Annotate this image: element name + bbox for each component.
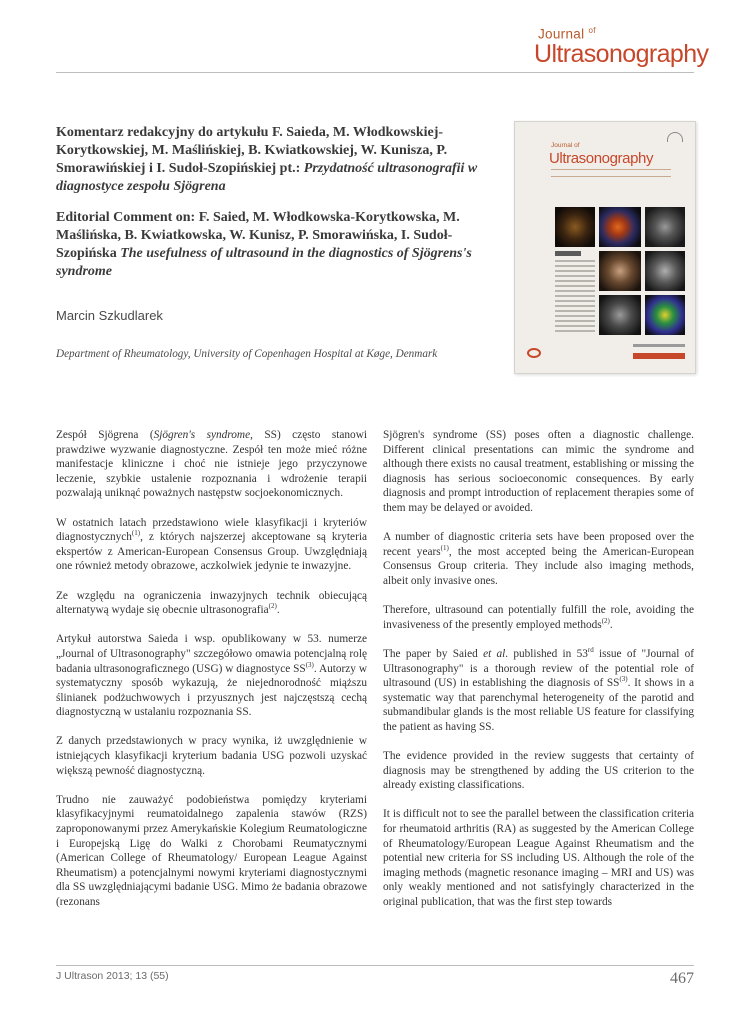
text-run: W ostatnich latach przedstawiono wiele klasyfikacji i kryteriów diagnostycznych [56, 516, 367, 544]
paragraph [56, 632, 367, 720]
title-polish [56, 124, 496, 196]
text-run: . published in 53 [505, 647, 588, 660]
text-run: issue of "Journal of Ultrasonography" is a thorough review of the potential role of ultrasound (US) in establishing the diagnosis of SS [383, 647, 695, 690]
text-run: . It shows in a systematic way that parenchymal heterogeneity of the parotid and submandibular glands is the most reliable US feature for classifying the patient as having SS. [383, 677, 694, 733]
text-run: Therefore, ultrasound can potentially fulfill the role, avoiding the invasiveness of the presently employed methods [383, 604, 694, 631]
journal-logo [534, 24, 709, 68]
cover-logo-main: Ultrasonography [549, 150, 654, 167]
paragraph [383, 647, 694, 735]
text-run: The paper by Saied [383, 647, 484, 660]
paragraph: Z danych przedstawionych w pracy wynika, iż uwzględnienie w istniejących klasyfikacji kryterium badania USG pozwoli uzyskać większą pewność diagnostyczną. [56, 735, 367, 777]
text-run: , the most accepted being the American-European Consensus Group criteria. They include also imaging methods, albeit only invasive ones. [383, 545, 694, 587]
logo-of-word: of [588, 26, 596, 35]
body-column-polish [56, 428, 367, 924]
citation-ref: (3) [619, 675, 628, 684]
citation-ref: (1) [440, 543, 449, 552]
ordinal-suffix: rd [587, 646, 594, 655]
paragraph [56, 428, 367, 501]
cover-ultrasound-image-3 [645, 207, 685, 247]
citation-ref: (1) [131, 529, 141, 538]
text-run: . [609, 618, 613, 631]
title-polish-italic: Przydatność ultrasonografii w diagnostyce zespołu Sjögrena [56, 161, 478, 194]
cover-subtitle-band [551, 169, 671, 177]
page-number: 467 [670, 970, 694, 987]
journal-logo-main: Ultrasonography [534, 39, 709, 68]
paragraph: The evidence provided in the review suggests that certainty of diagnosis may be strengthened by adding the US criterion to the already existing classifications. [383, 750, 694, 792]
cover-ultrasound-wave-icon [527, 348, 541, 358]
text-run: Zespół Sjögrena ( [56, 429, 154, 441]
text-run: , z których najszerzej akceptowane są kryteria ekspertów z American-European Consensus Group. Uwzględniają one również metody obrazowe, aczkolwiek jedynie te inwazyjne. [56, 531, 367, 573]
text-run: . Autorzy w systematyczny sposób wykazują, że niejednorodność miąższu ślinianek podżuchwowych i przyusznych jest najczęstszą cechą diagnostyczną w ustalaniu rozpoznania SS. [56, 662, 367, 719]
text-run: . [276, 604, 280, 617]
cover-ultrasound-image-5 [645, 251, 685, 291]
title-english [56, 209, 496, 281]
paragraph [56, 516, 367, 574]
text-run: , SS) często stanowi prawdziwe wyzwanie diagnostyczne. Zespół ten może mieć różne manifestacje kliniczne i choć nie istnieje jego przyczynowe leczenie, szybkie ustalenie rozpoznania i wdrożenie terapii pozwalają uniknąć poważnych następstw socjoekonomicznych. [56, 429, 367, 500]
paragraph [383, 603, 694, 632]
cover-url-line [633, 344, 685, 347]
paragraph: Trudno nie zauważyć podobieństwa pomiędzy kryteriami klasyfikacyjnymi reumatoidalnego zapalenia stawów (RZS) zaproponowanymi przez Amerykańskie Kolegium Reumatologiczne i Europejską Ligę do Walki z Chorobami Reumatycznymi (American College of Rheumatology/ European League Against Rheumatism) a potencjalnymi nowymi kryteriami diagnostycznymi dla SS uwzględniającymi badanie USG. Mimo że badania obrazowe (rezonans [56, 793, 367, 908]
author-name: Marcin Szkudlarek [56, 308, 163, 323]
citation-ref: (2) [601, 616, 610, 625]
journal-cover-image [514, 121, 696, 374]
header-rule [56, 72, 694, 73]
paragraph: Sjögren's syndrome (SS) poses often a diagnostic challenge. Different clinical presentations can mimic the syndrome and although there exists no causal treatment, establishing or missing the diagnosis has serious socioeconomic consequences. By early diagnosis and prompt introduction of replacement therapies some of them may be delayed or avoided. [383, 429, 694, 514]
cover-volume-band [633, 353, 685, 359]
title-block [56, 124, 496, 362]
logo-journal-word: Journal [538, 26, 585, 42]
paragraph [56, 589, 367, 618]
cover-color-doppler-image [645, 295, 685, 335]
author-affiliation: Department of Rheumatology, University of Copenhagen Hospital at Køge, Denmark [56, 348, 438, 360]
citation-ref: (3) [305, 660, 314, 669]
cover-publisher-mark [667, 132, 683, 142]
cover-logo-top: Journal of [551, 142, 580, 149]
title-polish-plain: Komentarz redakcyjny do artykułu F. Saieda, M. Włodkowskiej-Korytkowskiej, M. Maślińskiej, B. Kwiatkowskiej, W. Kunisza, P. Smorawińskiej i I. Sudoł-Szopińskiej pt.: [56, 125, 448, 176]
citation-ref: (2) [268, 602, 277, 611]
cover-ultrasound-image-4 [599, 251, 641, 291]
footer-rule [56, 965, 694, 966]
footer-citation: J Ultrason 2013; 13 (55) [56, 970, 169, 982]
paragraph: It is difficult not to see the parallel between the classification criteria for rheumatoid arthritis (RA) as suggested by the American College of Rheumatology/European League Against Rheumatism and the potential new criteria for SS including US. Although the role of the imaging methods (magnetic resonance imaging – MRI and US) was only weakly mentioned and not satisfyingly characterized in the original publication, that was the first step towards [383, 808, 694, 908]
text-run: A number of diagnostic criteria sets have been proposed over the recent years [383, 531, 694, 558]
title-english-italic: The usefulness of ultrasound in the diagnostics of Sjögrens's syndrome [56, 246, 472, 279]
cover-ultrasound-image-1 [555, 207, 595, 247]
text-run-italic: et al [483, 647, 506, 660]
journal-logo-top [534, 24, 694, 41]
cover-ultrasound-image-6 [599, 295, 641, 335]
paragraph [383, 530, 694, 588]
cover-doppler-image [599, 207, 641, 247]
cover-contents-list [555, 251, 595, 335]
text-run: Artykuł autorstwa Saieda i wsp. opublikowany w 53. numerze „Journal of Ultrasonography" szczegółowo omawia potencjalną rolę badania ultrasonograficznego (USG) w diagnostyce SS [56, 633, 367, 675]
title-english-plain: Editorial Comment on: F. Saied, M. Włodkowska-Korytkowska, M. Maślińska, B. Kwiatkowska, W. Kunisz, P. Smorawińska, I. Sudoł-Szopińska [56, 210, 460, 261]
text-run-italic: Sjögren's syndrome [153, 429, 251, 441]
body-column-english [383, 428, 694, 924]
text-run: Ze względu na ograniczenia inwazyjnych technik obiecującą alternatywą wydaje się obecnie ultrasonografia [56, 589, 367, 617]
